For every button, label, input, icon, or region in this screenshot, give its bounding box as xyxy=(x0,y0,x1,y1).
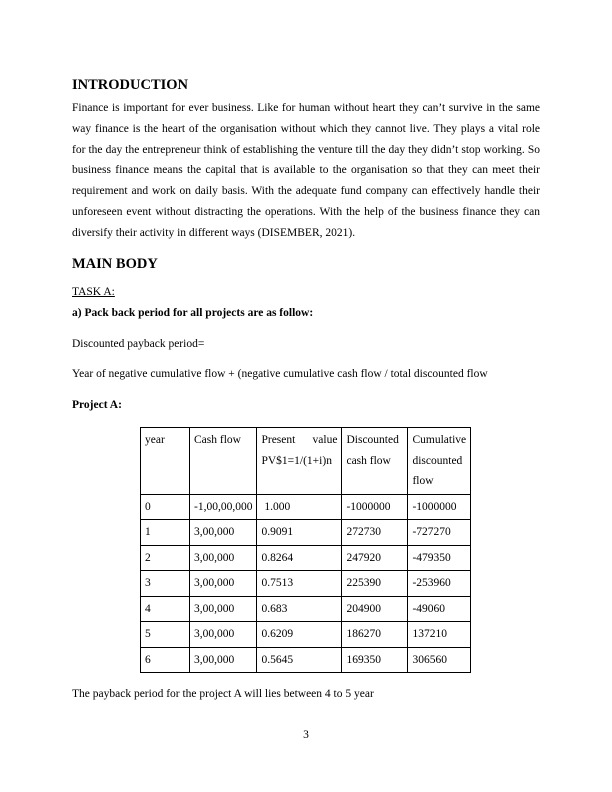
page-number: 3 xyxy=(303,729,309,741)
header-cash-flow: Cash flow xyxy=(190,428,257,495)
table-row xyxy=(141,520,471,546)
question-text: a) Pack back period for all projects are as follow: xyxy=(72,307,314,319)
cell-present-value: 1.000 xyxy=(257,494,342,520)
formula-text: Year of negative cumulative flow + (negative cumulative cash flow / total discounted flow xyxy=(72,368,488,380)
cell-cumulative: -253960 xyxy=(408,571,471,597)
table-header-row xyxy=(141,428,471,495)
cell-cash-flow: 3,00,000 xyxy=(190,596,257,622)
cell-present-value: 0.683 xyxy=(257,596,342,622)
cell-year: 1 xyxy=(141,520,190,546)
cell-discounted: 247920 xyxy=(342,545,408,571)
cell-present-value: 0.7513 xyxy=(257,571,342,597)
cell-year: 2 xyxy=(141,545,190,571)
task-label: TASK A: xyxy=(72,286,115,298)
cell-cumulative: -1000000 xyxy=(408,494,471,520)
table-row xyxy=(141,647,471,673)
header-discounted: Discounted cash flow xyxy=(342,428,408,495)
cell-cash-flow: 3,00,000 xyxy=(190,647,257,673)
cell-year: 3 xyxy=(141,571,190,597)
table-row xyxy=(141,596,471,622)
conclusion-text: The payback period for the project A will lies between 4 to 5 year xyxy=(72,688,374,700)
intro-heading: INTRODUCTION xyxy=(72,77,189,93)
cell-cumulative: 137210 xyxy=(408,622,471,648)
cell-cash-flow: 3,00,000 xyxy=(190,571,257,597)
cell-year: 0 xyxy=(141,494,190,520)
cell-discounted: 186270 xyxy=(342,622,408,648)
cell-discounted: -1000000 xyxy=(342,494,408,520)
cell-discounted: 169350 xyxy=(342,647,408,673)
cell-cash-flow: 3,00,000 xyxy=(190,520,257,546)
cell-discounted: 204900 xyxy=(342,596,408,622)
main-body-heading: MAIN BODY xyxy=(72,256,158,272)
cell-cumulative: -479350 xyxy=(408,545,471,571)
cell-discounted: 272730 xyxy=(342,520,408,546)
cell-cumulative: -727270 xyxy=(408,520,471,546)
cell-cash-flow: 3,00,000 xyxy=(190,622,257,648)
cash-flow-table xyxy=(140,427,471,673)
table-row xyxy=(141,571,471,597)
header-cumulative: Cumulative discounted flow xyxy=(408,428,471,495)
cell-cash-flow: 3,00,000 xyxy=(190,545,257,571)
cell-year: 4 xyxy=(141,596,190,622)
cell-present-value: 0.9091 xyxy=(257,520,342,546)
formula-label: Discounted payback period= xyxy=(72,338,205,350)
cell-year: 6 xyxy=(141,647,190,673)
header-year: year xyxy=(141,428,190,495)
intro-paragraph: Finance is important for ever business. Like for human without heart they can’t survive in the same way finance is the heart of the organisation without which they cannot live. They plays a vital role for the day the entrepreneur think of establishing the venture till the day they didn’t stop working. So business finance means the capital that is available to the organisation so that they can meet their requirement and work on daily basis. With the adequate fund company can effectively handle their unforeseen event without distracting the operations. With the help of the business finance they can diversify their activity in different ways (DISEMBER, 2021). xyxy=(72,102,540,239)
cell-cash-flow: -1,00,00,000 xyxy=(190,494,257,520)
cell-cumulative: 306560 xyxy=(408,647,471,673)
table-row xyxy=(141,494,471,520)
table-row xyxy=(141,622,471,648)
header-present-value: Present value PV$1=1/(1+i)n xyxy=(257,428,342,495)
cell-cumulative: -49060 xyxy=(408,596,471,622)
cell-present-value: 0.8264 xyxy=(257,545,342,571)
cell-present-value: 0.5645 xyxy=(257,647,342,673)
cell-discounted: 225390 xyxy=(342,571,408,597)
project-label: Project A: xyxy=(72,399,122,411)
cell-present-value: 0.6209 xyxy=(257,622,342,648)
table-row xyxy=(141,545,471,571)
cell-year: 5 xyxy=(141,622,190,648)
